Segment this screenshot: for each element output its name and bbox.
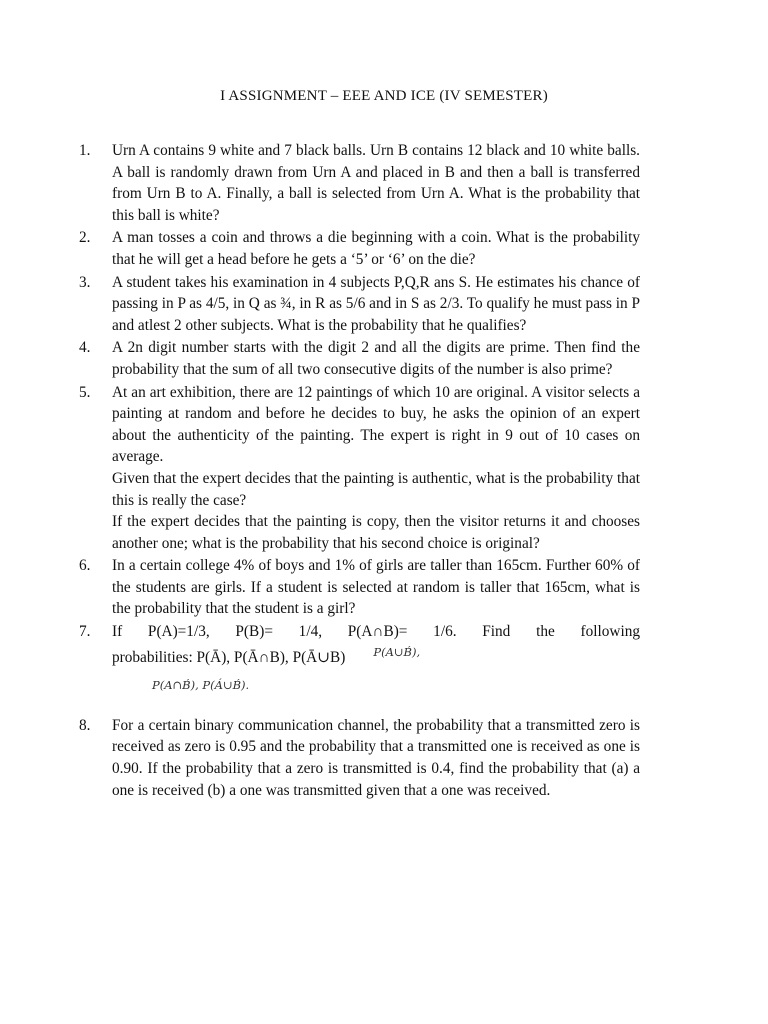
question-text: A student takes his examination in 4 subjects P,Q,R ans S. He estimates his chance of passing in P as 4/5, in Q as ¾, in R as 5/6 and in S as 2/3. To qualify he must pass in P and atlest 2 other subjects. What is the probability that he qualifies?	[112, 273, 640, 334]
question-7-probabilities	[112, 644, 640, 670]
question-number: 7 .	[79, 621, 107, 643]
question-text: A man tosses a coin and throws a die beginning with a coin. What is the probability that he will get a head before he gets a ‘5’ or ‘6’ on the die?	[112, 229, 640, 268]
question-7-given: If P(A)=1/3, P(B)= 1/4, P(A∩B)= 1/6. Find the following	[112, 623, 640, 641]
question-3	[79, 272, 640, 337]
question-4	[79, 337, 640, 380]
question-text: In a certain college 4% of boys and 1% of girls are taller than 165cm. Further 60% of the students are girls. If a student is selected at random is taller that 165cm, what is the probability that the student is a girl?	[112, 557, 640, 618]
question-number: 2 .	[79, 227, 107, 249]
question-2	[79, 227, 640, 270]
question-number: 5 .	[79, 382, 107, 404]
question-text: At an art exhibition, there are 12 paintings of which 10 are original. A visitor selects a painting at random and before he decides to buy, he asks the opinion of an expert about the authenticity of the painting. The expert is right in 9 out of 10 cases on average.	[112, 383, 640, 466]
math-expression: P(A∩B́), P(Á∪B́).	[152, 678, 250, 693]
question-5-part-c: If the expert decides that the painting is copy, then the visitor returns it and chooses another one; what is the probability that his second choice is original?	[112, 513, 640, 552]
question-number: 8 .	[79, 715, 107, 737]
question-6	[79, 555, 640, 620]
math-expression: P(A∪B́),	[373, 644, 421, 659]
question-7	[79, 621, 640, 697]
question-number: 6 .	[79, 555, 107, 577]
question-5-part-b: Given that the expert decides that the painting is authentic, what is the probability that this is really the case?	[112, 469, 640, 509]
question-list	[79, 140, 640, 802]
question-text: For a certain binary communication channel, the probability that a transmitted zero is received as zero is 0.95 and the probability that a transmitted one is received as one is 0.90. If the probability that a zero is transmitted is 0.4, find the probability that (a) a one is received (b) a one was transmitted given that a one was received.	[112, 716, 640, 799]
question-text: Urn A contains 9 white and 7 black balls. Urn B contains 12 black and 10 white balls. A ball is randomly drawn from Urn A and placed in B and then a ball is transferred from Urn B to A. Finally, a ball is selected from Urn A. What is the probability that this ball is white?	[112, 142, 640, 224]
document-title: I ASSIGNMENT – EEE AND ICE (IV SEMESTER)	[220, 88, 548, 104]
question-text: A 2n digit number starts with the digit 2 and all the digits are prime. Then find the probability that the sum of all two consecutive digits of the number is also prime?	[112, 339, 640, 378]
question-8	[79, 715, 640, 801]
question-1	[79, 140, 640, 226]
question-number: 1 .	[79, 140, 107, 162]
question-5	[79, 382, 640, 555]
question-number: 4 .	[79, 337, 107, 359]
question-7-probabilities-text: probabilities: P(Ā), P(Ā∩B), P(Ā∪B)	[112, 648, 346, 666]
question-number: 3 .	[79, 272, 107, 294]
